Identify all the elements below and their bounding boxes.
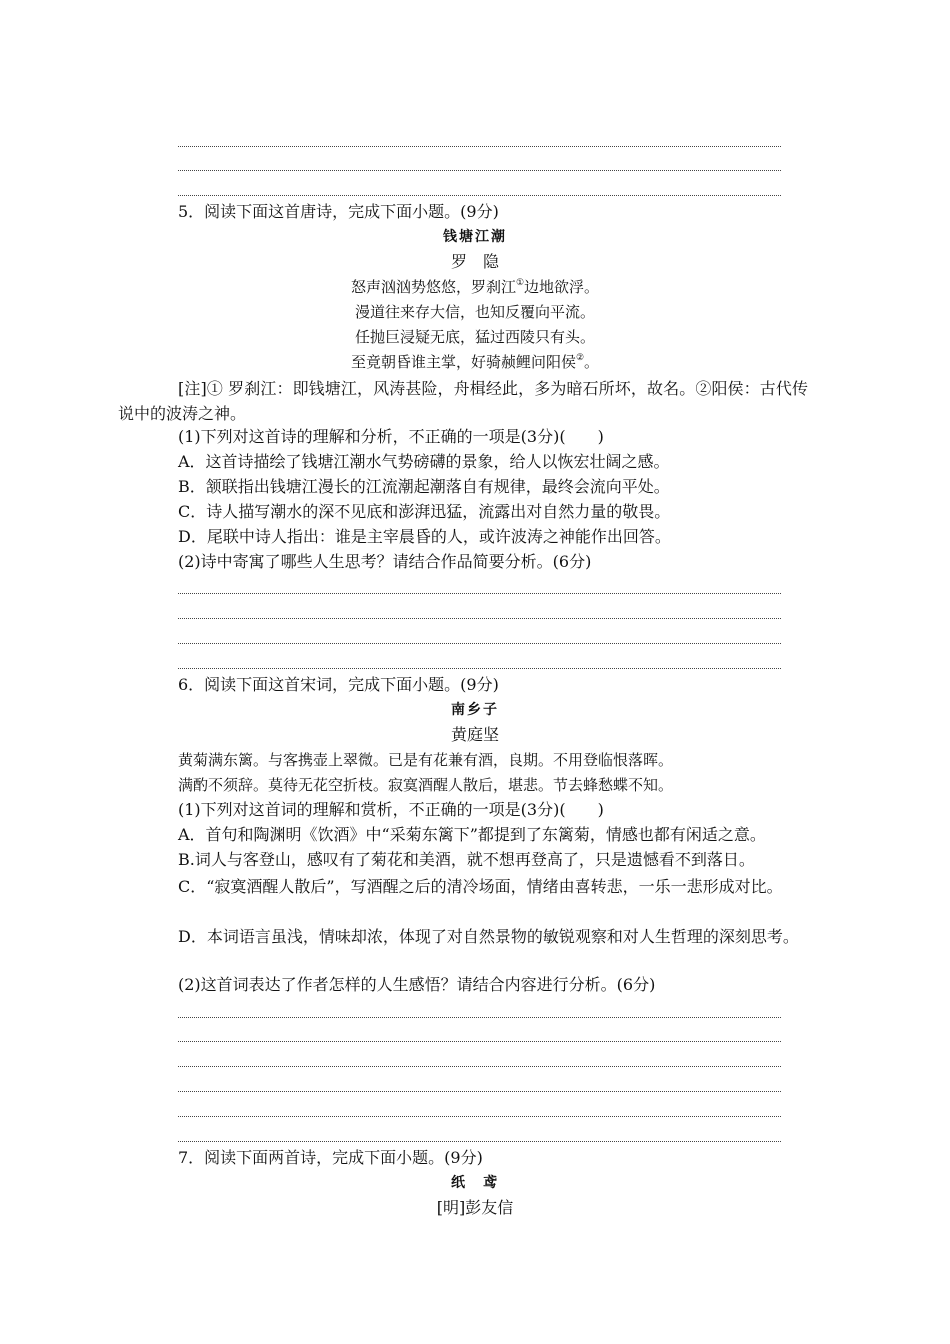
answer-line — [178, 1041, 781, 1042]
poem-line: 漫道往来存大信，也知反覆向平流。 — [354, 303, 595, 321]
answer-line — [178, 618, 781, 619]
option-b: B．颔联指出钱塘江漫长的江流潮起潮落自有规律，最终会流向平处。 — [178, 477, 670, 496]
answer-line — [178, 593, 781, 594]
question-6-heading: 6．阅读下面这首宋词，完成下面小题。(9分) — [178, 675, 499, 694]
sub-question-1: (1)下列对这首诗的理解和分析，不正确的一项是(3分)( ) — [178, 427, 604, 446]
answer-line — [178, 643, 781, 644]
option-c: C．“寂寞酒醒人散后”，写酒醒之后的清冷场面，情绪由喜转悲，一乐一悲形成对比。 — [178, 877, 783, 896]
option-a: A．这首诗描绘了钱塘江潮水气势磅礴的景象，给人以恢宏壮阔之感。 — [178, 452, 670, 471]
footnote-mark: ① — [515, 278, 525, 288]
poem-line: 怒声汹汹势悠悠，罗刹江①边地欲浮。 — [350, 278, 600, 296]
answer-line — [178, 170, 781, 171]
poem-line: 满酌不须辞。莫待无花空折枝。寂寞酒醒人散后，堪悲。节去蜂愁蝶不知。 — [178, 776, 674, 794]
option-d: D．本词语言虽浅，情味却浓，体现了对自然景物的敏锐观察和对人生哲理的深刻思考。 — [178, 927, 799, 946]
answer-line — [178, 1017, 781, 1018]
question-5-heading: 5．阅读下面这首唐诗，完成下面小题。(9分) — [178, 202, 499, 221]
poem-line: 黄菊满东篱。与客携壶上翠微。已是有花兼有酒，良期。不用登临恨落晖。 — [178, 751, 674, 769]
question-7-heading: 7．阅读下面两首诗，完成下面小题。(9分) — [178, 1148, 483, 1167]
poem-line: 任抛巨浸疑无底，猛过西陵只有头。 — [354, 328, 595, 346]
answer-line — [178, 195, 781, 196]
option-b: B.词人与客登山，感叹有了菊花和美酒，就不想再登高了，只是遗憾看不到落日。 — [178, 850, 755, 869]
poem-author: [明]彭友信 — [436, 1198, 514, 1217]
answer-line — [178, 1091, 781, 1092]
sub-question-2: (2)诗中寄寓了哪些人生思考？请结合作品简要分析。(6分) — [178, 552, 592, 571]
poem-title: 纸 鸢 — [451, 1175, 499, 1191]
poem-title: 南乡子 — [451, 702, 499, 718]
poem-author: 黄庭坚 — [450, 725, 499, 744]
answer-line — [178, 146, 781, 147]
footnote-mark: ② — [575, 353, 585, 363]
answer-line — [178, 668, 781, 669]
poem-author: 罗 隐 — [450, 252, 499, 271]
poem-line: 至竟朝昏谁主掌，好骑赪鲤问阳侯②。 — [350, 353, 600, 371]
sub-question-2: (2)这首词表达了作者怎样的人生感悟？请结合内容进行分析。(6分) — [178, 975, 656, 994]
sub-question-1: (1)下列对这首词的理解和赏析，不正确的一项是(3分)( ) — [178, 800, 604, 819]
option-d: D．尾联中诗人指出：谁是主宰晨昏的人，或许波涛之神能作出回答。 — [178, 527, 671, 546]
answer-line — [178, 1066, 781, 1067]
answer-line — [178, 1116, 781, 1117]
option-a: A．首句和陶渊明《饮酒》中“采菊东篱下”都提到了东篱菊，情感也都有闲适之意。 — [178, 825, 766, 844]
option-c: C．诗人描写潮水的深不见底和澎湃迅猛，流露出对自然力量的敬畏。 — [178, 502, 671, 521]
poem-title: 钱塘江潮 — [443, 229, 507, 245]
answer-line — [178, 1141, 781, 1142]
poem-note: [注]① 罗刹江：即钱塘江，风涛甚险，舟楫经此，多为暗石所坏，故名。②阳侯：古代传说中的波涛之神。 — [118, 379, 808, 423]
